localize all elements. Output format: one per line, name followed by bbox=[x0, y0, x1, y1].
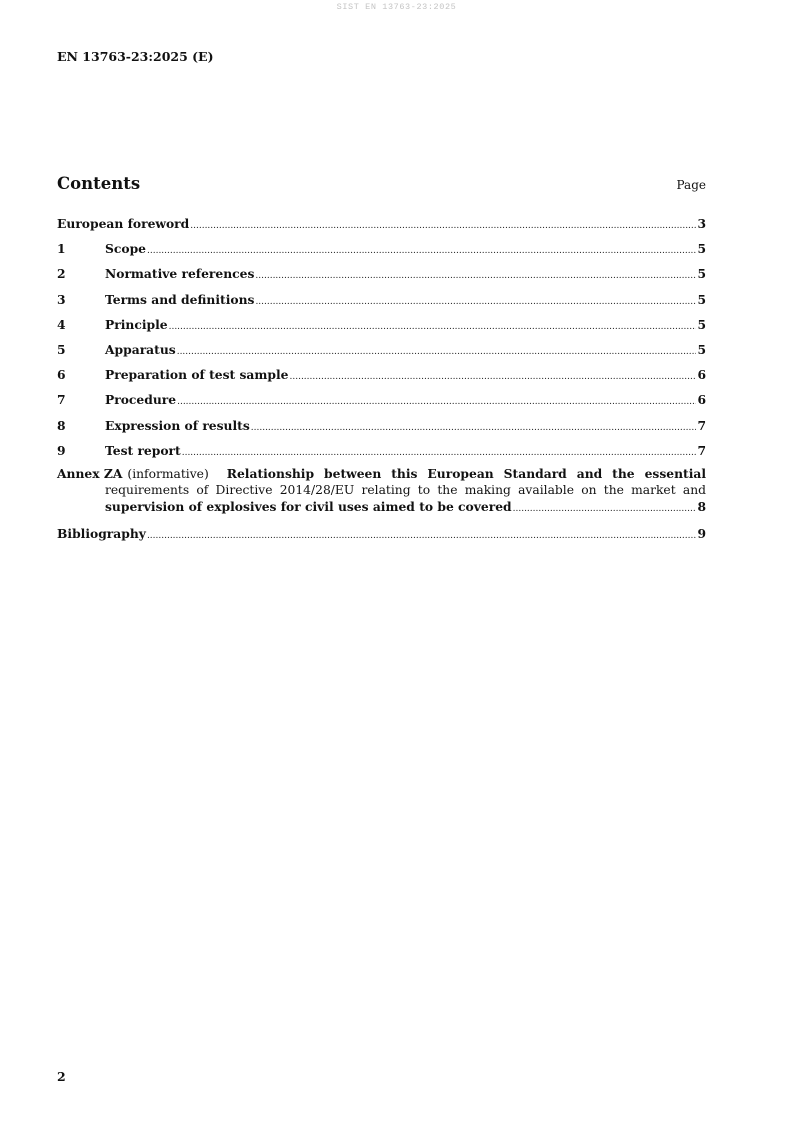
toc-entry-number: 3 bbox=[57, 291, 66, 307]
toc-entry-5[interactable] bbox=[57, 342, 706, 367]
document-id: EN 13763-23:2025 (E) bbox=[57, 49, 214, 64]
toc-entry-4[interactable] bbox=[57, 317, 706, 342]
annex-title-line3: supervision of explosives for civil uses aimed to be covered bbox=[105, 498, 512, 514]
table-of-contents bbox=[57, 216, 706, 552]
toc-entry-title: Preparation of test sample bbox=[105, 367, 289, 383]
toc-entry-page: 5 bbox=[697, 241, 706, 257]
toc-entry-title: Bibliography bbox=[57, 526, 146, 542]
toc-entry-3[interactable] bbox=[57, 292, 706, 317]
toc-leader-dots bbox=[182, 448, 697, 458]
toc-entry-number: 7 bbox=[57, 392, 66, 408]
toc-entry-8[interactable] bbox=[57, 418, 706, 443]
toc-entry-number: 4 bbox=[57, 316, 66, 332]
toc-entry-page: 9 bbox=[697, 526, 706, 542]
toc-entry-number: 1 bbox=[57, 241, 66, 257]
toc-entry-page: 6 bbox=[697, 392, 706, 408]
toc-leader-dots bbox=[251, 423, 697, 433]
toc-entry-6[interactable] bbox=[57, 367, 706, 392]
toc-entry-number: 6 bbox=[57, 367, 66, 383]
toc-entry-page: 5 bbox=[697, 266, 706, 282]
toc-entry-title: Principle bbox=[105, 316, 168, 332]
toc-leader-dots bbox=[290, 372, 697, 382]
toc-leader-dots bbox=[255, 297, 696, 307]
toc-entry-foreword[interactable] bbox=[57, 216, 706, 241]
contents-title: Contents bbox=[57, 174, 141, 193]
toc-leader-dots bbox=[169, 322, 697, 332]
toc-leader-dots bbox=[513, 501, 697, 518]
toc-entry-title: Normative references bbox=[105, 266, 255, 282]
toc-entry-9[interactable] bbox=[57, 443, 706, 468]
toc-entry-title: Scope bbox=[105, 241, 146, 257]
toc-leader-dots bbox=[190, 221, 696, 231]
toc-entry-title: Test report bbox=[105, 442, 181, 458]
watermark: SIST EN 13763-23:2025 bbox=[336, 2, 457, 12]
annex-title-line1: Relationship between this European Standard and the essential bbox=[226, 465, 706, 481]
toc-entry-bibliography[interactable] bbox=[57, 526, 706, 551]
toc-entry-2[interactable] bbox=[57, 266, 706, 291]
toc-entry-page: 8 bbox=[697, 498, 706, 514]
annex-informative: (informative) bbox=[127, 466, 209, 481]
toc-entry-page: 5 bbox=[697, 291, 706, 307]
toc-entry-number: 9 bbox=[57, 442, 66, 458]
annex-title-line2: requirements of Directive 2014/28/EU relating to the making available on the market and bbox=[105, 483, 706, 498]
toc-entry-page: 5 bbox=[697, 316, 706, 332]
toc-entry-title: Expression of results bbox=[105, 417, 250, 433]
toc-entry-annex-za[interactable] bbox=[57, 466, 706, 518]
toc-entry-page: 5 bbox=[697, 341, 706, 357]
toc-entry-number: 5 bbox=[57, 341, 66, 357]
toc-entry-number: 8 bbox=[57, 417, 66, 433]
toc-entry-title: Apparatus bbox=[105, 341, 176, 357]
toc-leader-dots bbox=[147, 246, 696, 256]
toc-leader-dots bbox=[177, 347, 697, 357]
toc-entry-number: 2 bbox=[57, 266, 66, 282]
toc-entry-title: Terms and definitions bbox=[105, 291, 255, 307]
page-number: 2 bbox=[57, 1069, 66, 1084]
toc-leader-dots bbox=[147, 531, 697, 541]
toc-entry-title: Procedure bbox=[105, 392, 177, 408]
toc-entry-page: 7 bbox=[697, 417, 706, 433]
toc-leader-dots bbox=[255, 271, 696, 281]
annex-label: Annex ZA bbox=[57, 465, 123, 481]
toc-entry-page: 3 bbox=[697, 216, 706, 231]
toc-entry-page: 7 bbox=[697, 442, 706, 458]
toc-entry-1[interactable] bbox=[57, 241, 706, 266]
toc-entry-page: 6 bbox=[697, 367, 706, 383]
toc-entry-title: European foreword bbox=[57, 216, 190, 231]
toc-leader-dots bbox=[177, 397, 696, 407]
page-column-label: Page bbox=[676, 178, 706, 192]
toc-entry-7[interactable] bbox=[57, 392, 706, 417]
